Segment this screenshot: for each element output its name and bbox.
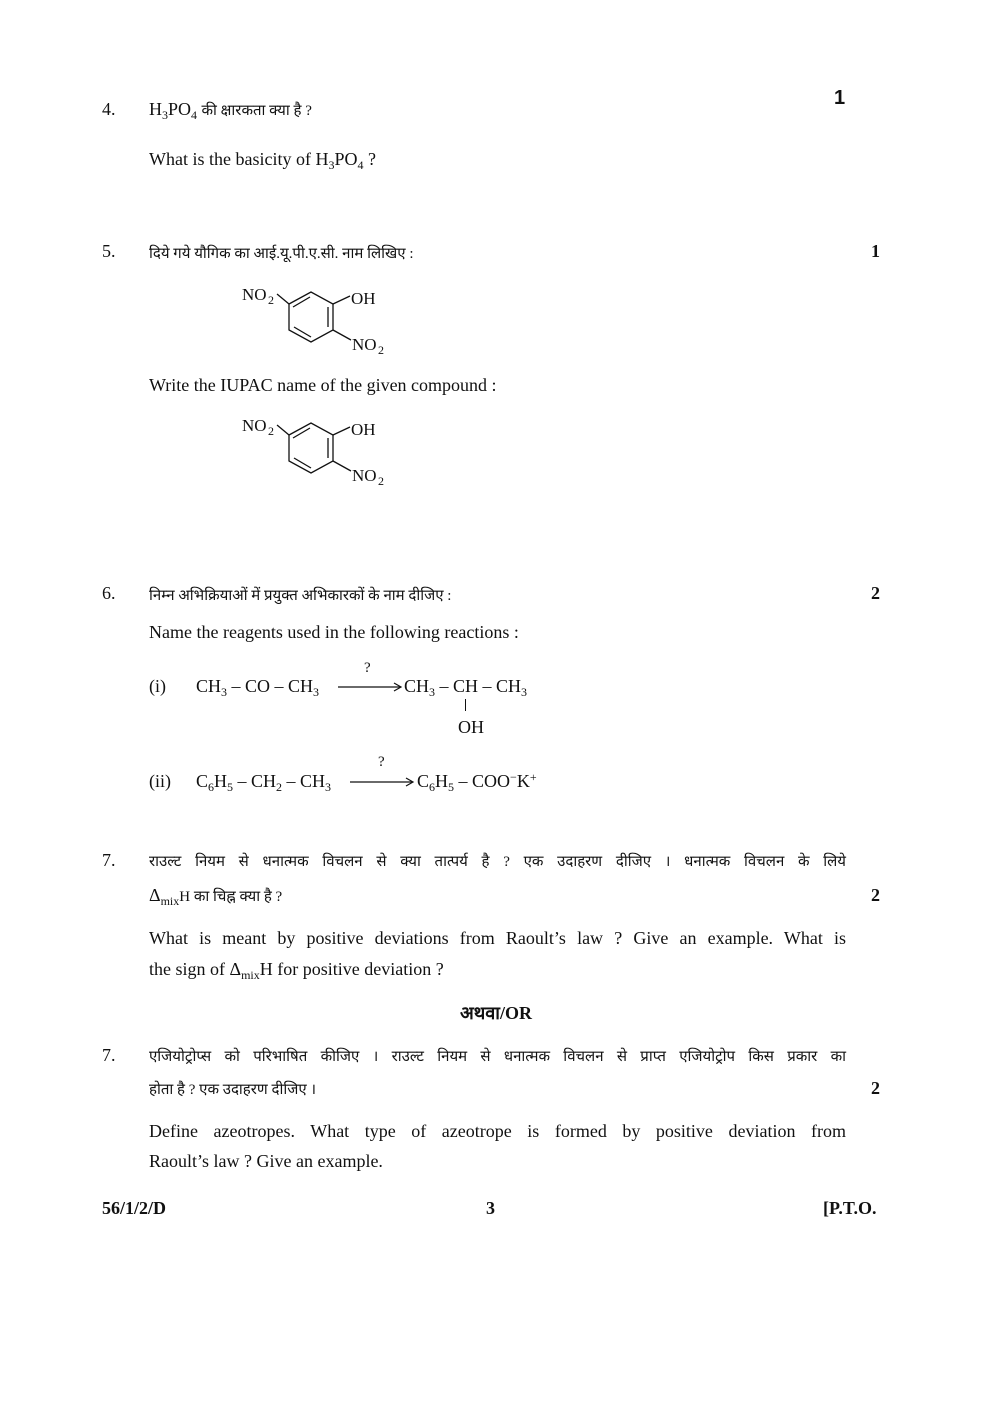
question-hindi: दिये गये यौगिक का आई.यू.पी.ए.सी. नाम लिखिए : [149, 246, 414, 262]
product: $CH_3$ – CH – $CH_3$ [404, 676, 528, 699]
svg-text:2: 2 [268, 293, 274, 307]
please-turn-over: [P.T.O. [823, 1198, 877, 1218]
question-number: 5. [102, 241, 116, 261]
svg-text:OH: OH [351, 420, 376, 439]
question-hindi-line2: होता है ? एक उदाहरण दीजिए । [149, 1082, 317, 1098]
question-number: 7. [102, 850, 116, 870]
reagent-unknown: ? [364, 660, 371, 676]
product: $C_6H_5 - COO^-K^+$ [417, 770, 537, 794]
page-number: 3 [486, 1198, 495, 1218]
question-english: What is the basicity of $H_3PO_4$ ? [149, 149, 376, 172]
question-english-line2: Raoult’s law ? Give an example. [149, 1151, 383, 1171]
bond-line [465, 699, 466, 711]
question-hindi-line1: राउल्ट नियम से धनात्मक विचलन से क्या तात्पर्य है ? एक उदाहरण दीजिए । धनात्मक विचलन के लिये [149, 854, 846, 870]
reaction-label: (ii) [149, 771, 171, 791]
reactant: $C_6H_5 - CH_2 - CH_3$ [196, 771, 332, 794]
question-hindi: $H_3PO_4$ की क्षारकता क्या है ? [149, 99, 312, 122]
reagent-unknown: ? [378, 754, 385, 770]
or-separator: अथवा/OR [460, 1003, 532, 1023]
question-english-line1: What is meant by positive deviations from Raoult’s law ? Give an example. What is [149, 928, 846, 948]
question-english: Name the reagents used in the following reactions : [149, 622, 519, 642]
svg-text:2: 2 [378, 343, 384, 357]
question-english-line2: the sign of $\Delta_{mix}H$ for positive deviation ? [149, 959, 444, 982]
dinitrophenol-structure [238, 280, 408, 360]
question-number: 7. [102, 1045, 116, 1065]
question-number: 4. [102, 99, 116, 119]
svg-text:NO: NO [242, 285, 267, 304]
product-branch: OH [458, 717, 484, 737]
svg-text:OH: OH [351, 289, 376, 308]
arrow-icon [338, 680, 404, 694]
paper-code: 56/1/2/D [102, 1198, 167, 1218]
question-english: Write the IUPAC name of the given compound : [149, 375, 497, 395]
marks: 2 [871, 583, 880, 603]
question-hindi-line2: $\Delta_{mix}H$ का चिह्न क्या है ? [149, 885, 283, 908]
svg-text:NO: NO [352, 466, 377, 485]
question-number: 6. [102, 583, 116, 603]
marks: 2 [871, 885, 880, 905]
svg-text:NO: NO [352, 335, 377, 354]
marks: 2 [871, 1078, 880, 1098]
reactant: $CH_3$ – CO – $CH_3$ [196, 676, 320, 699]
marks: 1 [834, 87, 846, 109]
question-hindi: निम्न अभिक्रियाओं में प्रयुक्त अभिकारकों के नाम दीजिए : [149, 588, 452, 604]
svg-text:NO: NO [242, 416, 267, 435]
dinitrophenol-structure-english [238, 411, 408, 491]
question-english-line1: Define azeotropes. What type of azeotrope is formed by positive deviation from [149, 1121, 846, 1141]
reaction-label: (i) [149, 676, 166, 696]
marks: 1 [871, 241, 880, 261]
svg-text:2: 2 [378, 474, 384, 488]
question-hindi-line1: एजियोट्रोप्स को परिभाषित कीजिए । राउल्ट नियम से धनात्मक विचलन से प्राप्त एजियोट्रोप किस प्रकार का [149, 1049, 846, 1065]
svg-text:2: 2 [268, 424, 274, 438]
arrow-icon [350, 775, 416, 789]
